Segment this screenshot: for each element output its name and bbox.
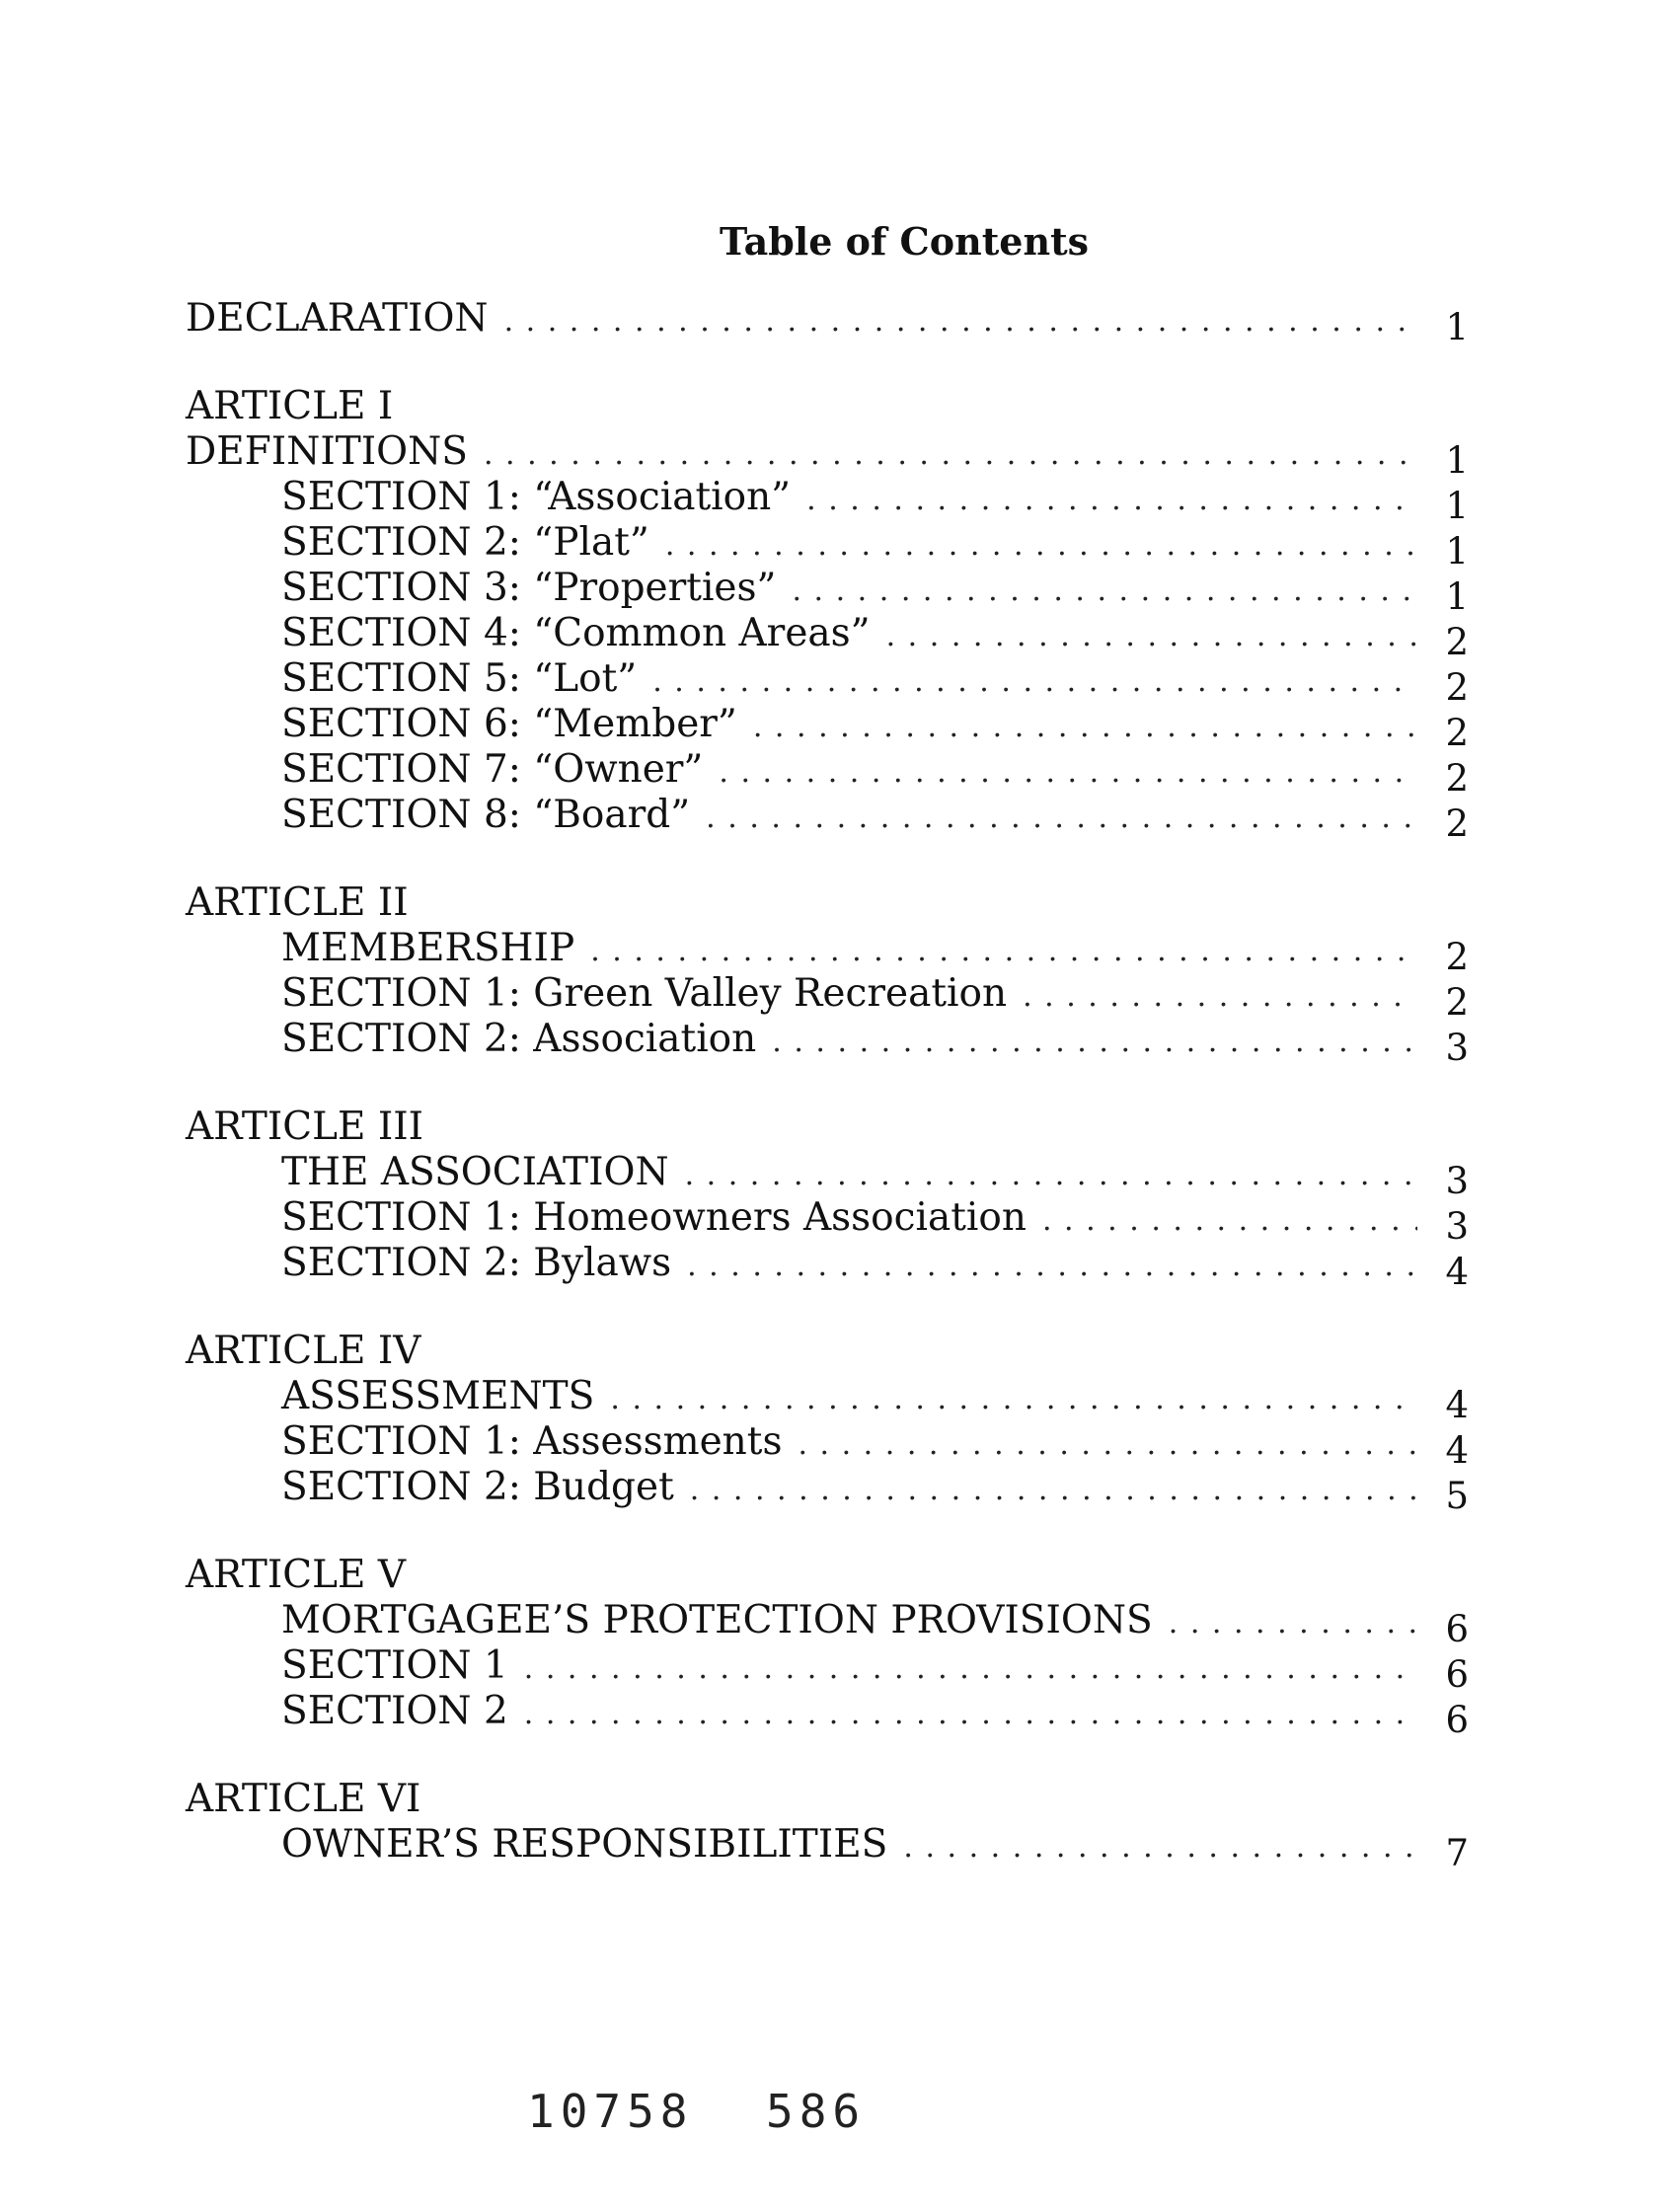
dot-leader [665, 523, 1417, 569]
toc-article-3 [186, 1105, 1469, 1293]
toc-entry-page: 3 [1445, 1160, 1469, 1202]
dot-leader [753, 705, 1417, 750]
toc-entry-page: 2 [1445, 802, 1469, 845]
toc-entry-label: SECTION 6: “Member” [281, 702, 737, 746]
dot-leader [772, 1020, 1417, 1065]
dot-leader [652, 659, 1417, 705]
toc-entry-label: OWNER’S RESPONSIBILITIES [281, 1822, 888, 1867]
toc-entry-label: SECTION 2: Bylaws [281, 1241, 672, 1285]
toc-entry-section [186, 1689, 1469, 1741]
dot-leader [590, 929, 1417, 974]
dot-leader [1169, 1601, 1417, 1646]
dot-leader [1042, 1198, 1417, 1244]
toc-entry-page: 2 [1445, 936, 1469, 978]
toc-entry-page: 5 [1445, 1475, 1469, 1517]
toc-entry-label: SECTION 2: “Plat” [281, 520, 649, 565]
toc-entry-page: 4 [1445, 1384, 1469, 1426]
dot-leader [706, 796, 1417, 841]
toc-entry-section [186, 475, 1469, 527]
toc-entry-label: SECTION 1: Assessments [281, 1419, 783, 1464]
article-heading: ARTICLE VI [186, 1777, 421, 1821]
toc-entry-section [186, 1465, 1469, 1517]
toc-entry-section [186, 566, 1469, 618]
article-heading: ARTICLE II [186, 880, 409, 925]
dot-leader [806, 478, 1417, 523]
toc-entry-page: 6 [1445, 1653, 1469, 1696]
toc-entry-page: 2 [1445, 757, 1469, 800]
article-heading: ARTICLE IV [186, 1329, 421, 1373]
dot-leader [610, 1377, 1417, 1422]
dot-leader [690, 1468, 1417, 1513]
toc-entry-section [186, 793, 1469, 845]
toc-entry-label: SECTION 5: “Lot” [281, 656, 638, 701]
toc-entry-page: 1 [1445, 575, 1469, 618]
toc-entry-owners-responsibilities [186, 1822, 1469, 1874]
toc-entry-section [186, 747, 1469, 800]
toc-entry-section [186, 971, 1469, 1024]
toc-entry-label: SECTION 8: “Board” [281, 793, 691, 837]
toc-entry-page: 3 [1445, 1027, 1469, 1069]
toc-entry-page: 6 [1445, 1699, 1469, 1741]
dot-leader [687, 1244, 1417, 1289]
recording-page-number: 586 [766, 2085, 867, 2138]
toc-entry-label: MEMBERSHIP [281, 926, 575, 970]
toc-entry-page: 2 [1445, 666, 1469, 709]
toc-entry-page: 3 [1445, 1205, 1469, 1248]
dot-leader [504, 299, 1417, 344]
toc-article-5 [186, 1553, 1469, 1741]
toc-entry-label: SECTION 1: Homeowners Association [281, 1195, 1027, 1240]
article-heading: ARTICLE V [186, 1553, 407, 1597]
toc-entry-page: 4 [1445, 1251, 1469, 1293]
toc-entry-section [186, 1195, 1469, 1248]
toc-entry-label: SECTION 1: Green Valley Recreation [281, 971, 1008, 1016]
toc-entry-the-association [186, 1150, 1469, 1202]
toc-entry-page: 2 [1445, 981, 1469, 1024]
dot-leader [484, 432, 1417, 478]
toc-entry-assessments [186, 1374, 1469, 1426]
toc-entry-label: SECTION 1: “Association” [281, 475, 792, 519]
dot-leader [798, 1422, 1417, 1468]
toc-entry-label: SECTION 1 [281, 1643, 508, 1688]
toc-entry-mortgagee-provisions [186, 1598, 1469, 1650]
dot-leader [685, 1153, 1417, 1198]
toc-entry-label: SECTION 2 [281, 1689, 508, 1733]
toc-entry-label: SECTION 7: “Owner” [281, 747, 704, 792]
dot-leader [524, 1646, 1417, 1692]
toc-entry-page: 2 [1445, 712, 1469, 754]
toc-entry-section [186, 1419, 1469, 1472]
toc-entry-label: DEFINITIONS [186, 429, 468, 474]
toc-entry-page: 2 [1445, 621, 1469, 663]
toc-entry-page: 6 [1445, 1608, 1469, 1650]
toc-article-1 [186, 384, 1469, 845]
toc-entry-section [186, 1643, 1469, 1696]
toc-article-6 [186, 1777, 1469, 1874]
toc-entry-page: 1 [1445, 485, 1469, 527]
toc-entry-label: THE ASSOCIATION [281, 1150, 669, 1194]
table-of-contents [186, 296, 1469, 1910]
toc-entry-declaration [186, 296, 1469, 348]
dot-leader [524, 1692, 1417, 1737]
article-heading: ARTICLE III [186, 1105, 424, 1149]
toc-entry-section [186, 702, 1469, 754]
toc-declaration-block [186, 296, 1469, 348]
toc-entry-section [186, 1241, 1469, 1293]
toc-entry-page: 4 [1445, 1429, 1469, 1472]
toc-entry-section [186, 611, 1469, 663]
dot-leader [719, 750, 1417, 796]
toc-entry-label: DECLARATION [186, 296, 489, 341]
toc-entry-membership [186, 926, 1469, 978]
toc-entry-definitions [186, 429, 1469, 482]
toc-entry-label: SECTION 2: Budget [281, 1465, 674, 1509]
toc-entry-section [186, 1017, 1469, 1069]
dot-leader [903, 1825, 1417, 1870]
dot-leader [792, 569, 1417, 614]
toc-entry-label: ASSESSMENTS [281, 1374, 595, 1418]
toc-entry-page: 7 [1445, 1832, 1469, 1874]
toc-entry-page: 1 [1445, 439, 1469, 482]
toc-entry-section [186, 520, 1469, 572]
toc-entry-label: SECTION 4: “Common Areas” [281, 611, 871, 655]
toc-entry-page: 1 [1445, 530, 1469, 572]
article-heading: ARTICLE I [186, 384, 394, 428]
toc-entry-label: MORTGAGEE’S PROTECTION PROVISIONS [281, 1598, 1153, 1642]
toc-article-2 [186, 880, 1469, 1069]
dot-leader [886, 614, 1417, 659]
page-title: Table of Contents [719, 219, 1090, 264]
dot-leader [1023, 974, 1417, 1020]
toc-entry-label: SECTION 2: Association [281, 1017, 757, 1061]
toc-article-4 [186, 1329, 1469, 1517]
toc-entry-label: SECTION 3: “Properties” [281, 566, 777, 610]
toc-entry-page: 1 [1445, 306, 1469, 348]
recording-book-number: 10758 [527, 2085, 694, 2138]
toc-entry-section [186, 656, 1469, 709]
